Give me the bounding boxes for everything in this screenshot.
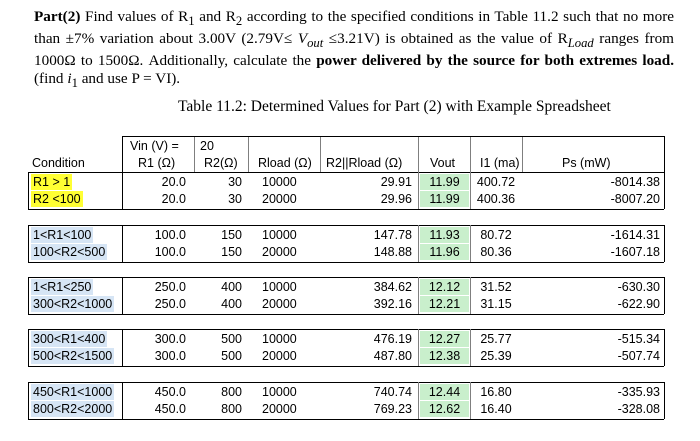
vin-value: 20 bbox=[200, 139, 214, 153]
parallel-cell: 148.88 bbox=[373, 245, 412, 259]
group-vout-right-divider bbox=[470, 225, 471, 262]
group-top-border bbox=[28, 277, 664, 278]
group-condition-divider bbox=[122, 382, 123, 419]
r2-cell: 500 bbox=[221, 349, 242, 363]
r1-cell: 450.0 bbox=[154, 385, 186, 399]
group-left-border bbox=[28, 277, 29, 314]
header-divider-vout bbox=[470, 137, 471, 172]
r1-cell: 100.0 bbox=[154, 228, 186, 242]
group-vout-left-divider bbox=[418, 277, 419, 314]
vout-cell: 12.12 bbox=[420, 279, 469, 295]
rload-cell: 10000 bbox=[262, 280, 297, 294]
rload-cell: 10000 bbox=[262, 175, 297, 189]
ps-cell: -515.34 bbox=[617, 332, 660, 346]
group-bottom-border bbox=[28, 209, 664, 210]
i1-cell: 16.80 bbox=[480, 385, 512, 399]
table-caption: Table 11.2: Determined Values for Part (2) with Example Spreadsheet bbox=[178, 98, 611, 115]
condition-cell: 1<R1<100 bbox=[33, 228, 92, 242]
group-vout-left-divider bbox=[418, 329, 419, 366]
header-r2: R2(Ω) bbox=[204, 156, 238, 170]
group-vout-right-divider bbox=[470, 382, 471, 419]
rload-cell: 20000 bbox=[262, 192, 297, 206]
r1-cell: 20.0 bbox=[161, 192, 186, 206]
group-right-border bbox=[664, 329, 665, 366]
r1-cell: 100.0 bbox=[154, 245, 186, 259]
header-condition: Condition bbox=[32, 156, 85, 170]
header-divider-i1 bbox=[522, 137, 523, 172]
ps-cell: -622.90 bbox=[617, 297, 660, 311]
r1-cell: 300.0 bbox=[154, 349, 186, 363]
group-condition-divider bbox=[122, 277, 123, 314]
parallel-cell: 29.91 bbox=[380, 175, 412, 189]
condition-cell: R2 <100 bbox=[33, 192, 81, 206]
group-condition-divider bbox=[122, 172, 123, 209]
ps-cell: -8014.38 bbox=[610, 175, 660, 189]
header-divider-par bbox=[418, 137, 419, 172]
group-left-border bbox=[28, 172, 29, 209]
parallel-cell: 392.16 bbox=[373, 297, 412, 311]
rload-cell: 10000 bbox=[262, 332, 297, 346]
header-rload: Rload (Ω) bbox=[258, 156, 312, 170]
vout-cell: 11.93 bbox=[420, 227, 469, 243]
i1-cell: 80.72 bbox=[480, 228, 512, 242]
group-right-border bbox=[664, 172, 665, 209]
rload-cell: 20000 bbox=[262, 245, 297, 259]
group-vout-right-divider bbox=[470, 329, 471, 366]
group-vout-right-divider bbox=[470, 172, 471, 209]
group-right-border bbox=[664, 225, 665, 262]
condition-cell: 100<R2<500 bbox=[33, 245, 106, 259]
ps-cell: -335.93 bbox=[617, 385, 660, 399]
r1-cell: 250.0 bbox=[154, 297, 186, 311]
rload-cell: 20000 bbox=[262, 402, 297, 416]
vout-cell: 11.99 bbox=[420, 191, 469, 207]
group-left-border bbox=[28, 225, 29, 262]
header-divider-r2 bbox=[248, 137, 249, 172]
group-bottom-border bbox=[28, 314, 664, 315]
parallel-cell: 769.23 bbox=[373, 402, 412, 416]
parallel-cell: 476.19 bbox=[373, 332, 412, 346]
vout-cell: 11.96 bbox=[420, 244, 469, 260]
ps-cell: -1607.18 bbox=[610, 245, 660, 259]
i1-cell: 25.39 bbox=[480, 349, 512, 363]
vout-cell: 12.21 bbox=[420, 296, 469, 312]
parallel-cell: 487.80 bbox=[373, 349, 412, 363]
problem-statement: Part(2) Find values of $R_1$ and $R_2$ according to the specified conditions in Table 11.2 such that no more than ±7% variation about 3.00V $(2.79V\le V_{out} \le 3.21V)$ is obtained as the value of $R_{Load}$ ranges from 1000Ω to 1500Ω. Additionally, calculate the power delivered by the source for both extremes load. (find $i_1$ and use P = VI). bbox=[34, 8, 674, 91]
vout-cell: 12.44 bbox=[420, 384, 469, 400]
r2-cell: 150 bbox=[221, 228, 242, 242]
r2-cell: 800 bbox=[221, 402, 242, 416]
rload-cell: 10000 bbox=[262, 385, 297, 399]
header-r1: R1 (Ω) bbox=[138, 156, 176, 170]
condition-cell: 500<R2<1500 bbox=[33, 349, 113, 363]
ps-cell: -8007.20 bbox=[610, 192, 660, 206]
r2-cell: 500 bbox=[221, 332, 242, 346]
group-right-border bbox=[664, 382, 665, 419]
header-i1: I1 (ma) bbox=[480, 156, 520, 170]
header-right-border bbox=[664, 136, 665, 172]
r1-cell: 450.0 bbox=[154, 402, 186, 416]
r2-cell: 400 bbox=[221, 280, 242, 294]
i1-cell: 400.36 bbox=[476, 192, 516, 206]
vout-cell: 12.38 bbox=[420, 348, 469, 364]
group-condition-divider bbox=[122, 329, 123, 366]
r2-cell: 30 bbox=[228, 192, 242, 206]
i1-cell: 80.36 bbox=[480, 245, 512, 259]
group-condition-divider bbox=[122, 225, 123, 262]
ps-cell: -507.74 bbox=[617, 349, 660, 363]
condition-cell: R1 > 1 bbox=[33, 175, 71, 189]
part-label: Part(2) bbox=[34, 8, 81, 25]
group-vout-left-divider bbox=[418, 172, 419, 209]
i1-cell: 16.40 bbox=[480, 402, 512, 416]
group-left-border bbox=[28, 329, 29, 366]
parallel-cell: 740.74 bbox=[373, 385, 412, 399]
r2-cell: 400 bbox=[221, 297, 242, 311]
group-top-border bbox=[28, 382, 664, 383]
i1-cell: 31.52 bbox=[480, 280, 512, 294]
header-parallel: R2||Rload (Ω) bbox=[326, 156, 403, 170]
header-vout: Vout bbox=[430, 156, 456, 170]
group-bottom-border bbox=[28, 366, 664, 367]
header-bottom-border bbox=[28, 172, 664, 173]
r1-cell: 300.0 bbox=[154, 332, 186, 346]
i1-cell: 31.15 bbox=[480, 297, 512, 311]
i1-cell: 400.72 bbox=[476, 175, 516, 189]
header-divider-rload bbox=[320, 137, 321, 172]
ps-cell: -630.30 bbox=[617, 280, 660, 294]
header-top-border bbox=[122, 136, 664, 137]
vout-cell: 12.27 bbox=[420, 331, 469, 347]
condition-cell: 450<R1<1000 bbox=[33, 385, 113, 399]
group-vout-right-divider bbox=[470, 277, 471, 314]
header-left-border bbox=[122, 136, 123, 172]
group-right-border bbox=[664, 277, 665, 314]
header-divider-r1 bbox=[194, 137, 195, 172]
vout-cell: 11.99 bbox=[420, 174, 469, 190]
i1-cell: 25.77 bbox=[480, 332, 512, 346]
ps-cell: -1614.31 bbox=[610, 228, 660, 242]
condition-cell: 1<R1<250 bbox=[33, 280, 92, 294]
group-top-border bbox=[28, 329, 664, 330]
ps-cell: -328.08 bbox=[617, 402, 660, 416]
group-top-border bbox=[28, 225, 664, 226]
header-ps: Ps (mW) bbox=[562, 156, 611, 170]
r2-cell: 150 bbox=[221, 245, 242, 259]
condition-cell: 300<R2<1000 bbox=[33, 297, 113, 311]
rload-cell: 20000 bbox=[262, 297, 297, 311]
r2-cell: 30 bbox=[228, 175, 242, 189]
parallel-cell: 384.62 bbox=[373, 280, 412, 294]
parallel-cell: 29.96 bbox=[380, 192, 412, 206]
condition-cell: 300<R1<400 bbox=[33, 332, 106, 346]
group-bottom-border bbox=[28, 262, 664, 263]
group-bottom-border bbox=[28, 419, 664, 420]
r1-cell: 20.0 bbox=[161, 175, 186, 189]
vin-label: Vin (V) = bbox=[130, 139, 179, 153]
rload-cell: 10000 bbox=[262, 228, 297, 242]
vout-cell: 12.62 bbox=[420, 401, 469, 417]
condition-cell: 800<R2<2000 bbox=[33, 402, 113, 416]
r2-cell: 800 bbox=[221, 385, 242, 399]
group-left-border bbox=[28, 382, 29, 419]
power-emphasis: power delivered by the source for both extremes load. bbox=[316, 52, 674, 70]
group-vout-left-divider bbox=[418, 382, 419, 419]
rload-cell: 20000 bbox=[262, 349, 297, 363]
r1-cell: 250.0 bbox=[154, 280, 186, 294]
parallel-cell: 147.78 bbox=[373, 228, 412, 242]
group-vout-left-divider bbox=[418, 225, 419, 262]
